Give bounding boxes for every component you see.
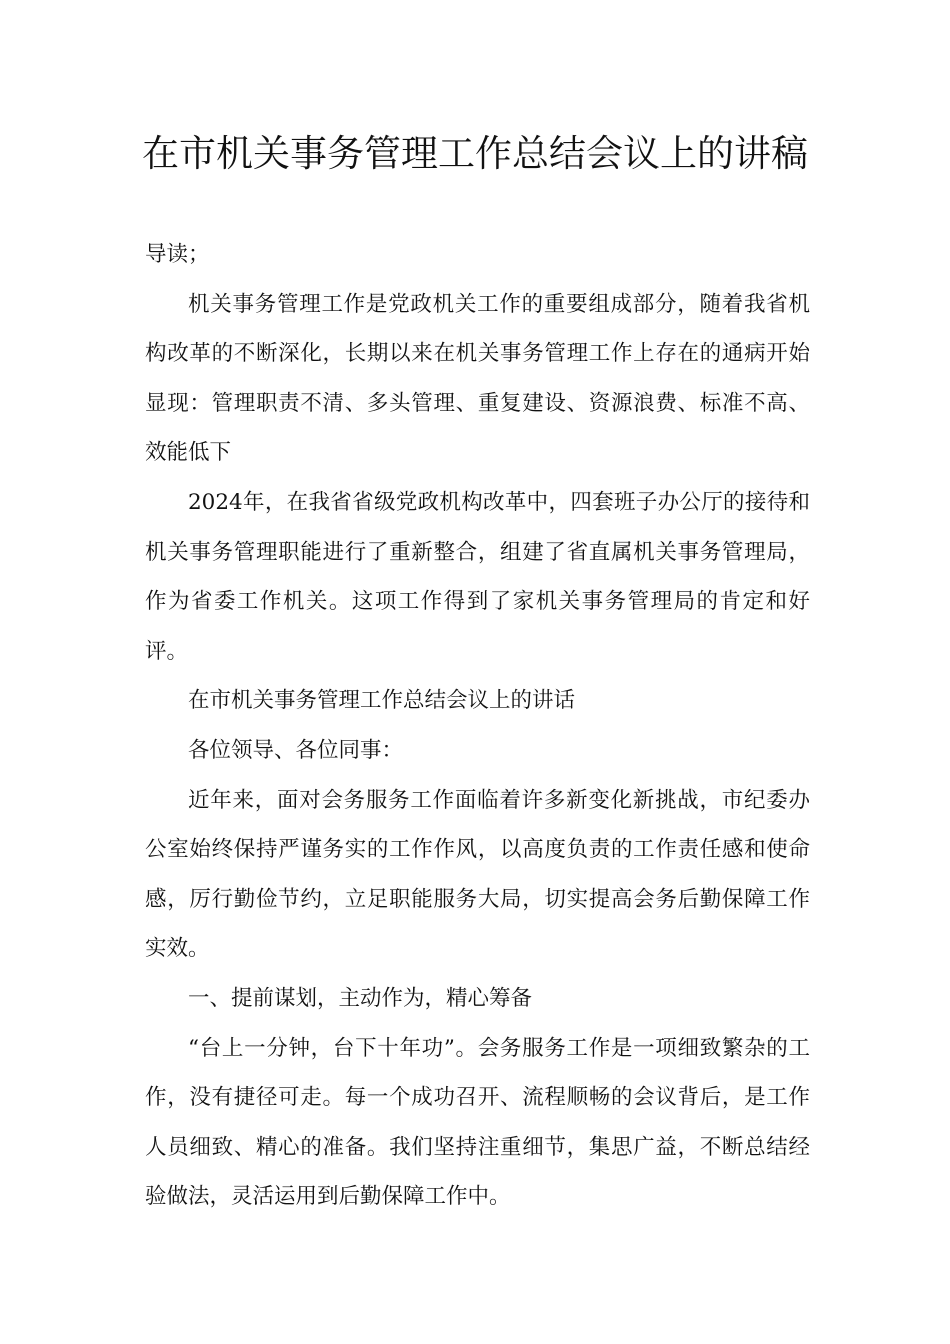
document-title: 在市机关事务管理工作总结会议上的讲稿 [142, 132, 808, 175]
document-body [145, 230, 810, 1222]
paragraph: 2024年，在我省省级党政机构改革中，四套班子办公厅的接待和机关事务管理职能进行了重新整合，组建了省直属机关事务管理局，作为省委工作机关。这项工作得到了家机关事务管理局的肯定和好评。 [145, 489, 810, 664]
paragraph-speech-title: 在市机关事务管理工作总结会议上的讲话 [188, 688, 576, 714]
paragraph: 机关事务管理工作是党政机关工作的重要组成部分，随着我省机构改革的不断深化，长期以来在机关事务管理工作上存在的通病开始显现：管理职责不清、多头管理、重复建设、资源浪费、标准不高、效能低下 [145, 291, 810, 466]
paragraph: “台上一分钟，台下十年功”。会务服务工作是一项细致繁杂的工作，没有捷径可走。每一个成功召开、流程顺畅的会议背后，是工作人员细致、精心的准备。我们坚持注重细节，集思广益，不断总结经验做法，灵活运用到后勤保障工作中。 [145, 1035, 810, 1210]
paragraph-intro-label: 导读； [145, 242, 210, 267]
paragraph: 近年来，面对会务服务工作面临着许多新变化新挑战，市纪委办公室始终保持严谨务实的工作作风，以高度负责的工作责任感和使命感，厉行勤俭节约，立足职能服务大局，切实提高会务后勤保障工作实效。 [145, 787, 810, 962]
paragraph-salutation: 各位领导、各位同事： [188, 737, 404, 763]
section-heading: 一、提前谋划，主动作为，精心筹备 [188, 985, 533, 1011]
